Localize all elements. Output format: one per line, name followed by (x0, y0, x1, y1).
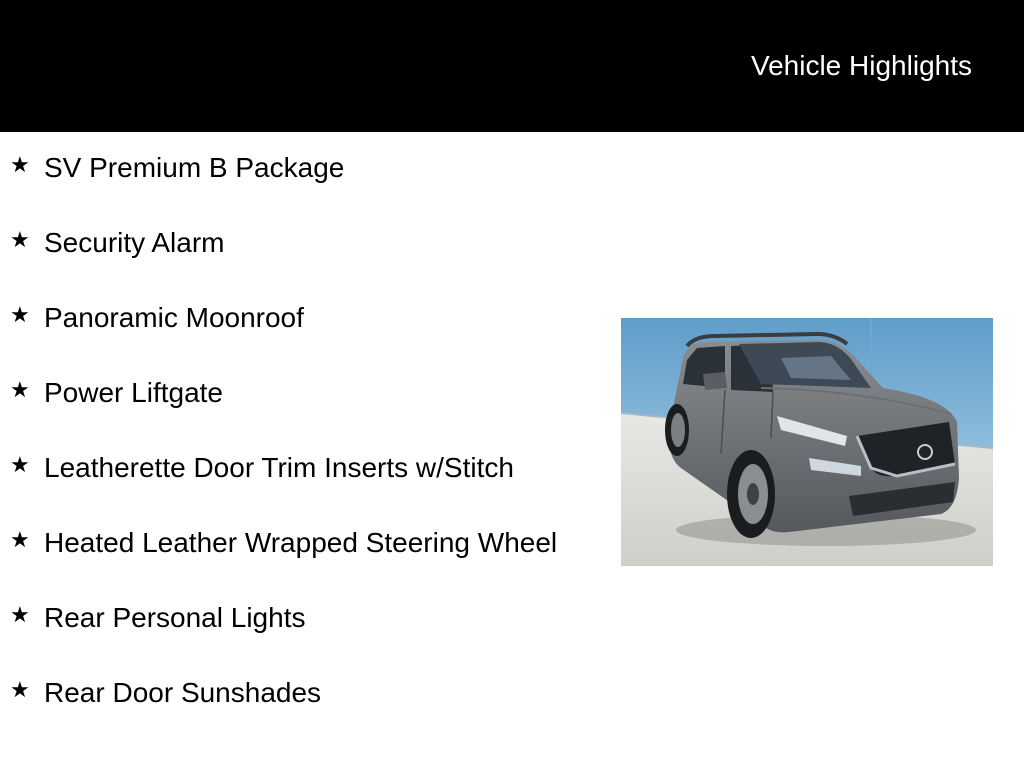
star-icon: ★ (10, 228, 30, 253)
star-icon: ★ (10, 453, 30, 478)
star-icon: ★ (10, 528, 30, 553)
star-icon: ★ (10, 303, 30, 328)
feature-label: Heated Leather Wrapped Steering Wheel (44, 527, 558, 558)
vehicle-photo (621, 318, 993, 566)
feature-label: Panoramic Moonroof (44, 302, 304, 333)
header-bar (0, 0, 1024, 132)
list-item (0, 525, 580, 560)
page-title: Vehicle Highlights (750, 50, 972, 81)
feature-label: Security Alarm (44, 227, 225, 258)
feature-label: Power Liftgate (44, 377, 223, 408)
list-item (0, 600, 580, 635)
star-icon: ★ (10, 603, 30, 628)
feature-label: Rear Personal Lights (44, 602, 306, 633)
list-item (0, 375, 580, 410)
feature-list (0, 150, 580, 750)
suv-illustration (621, 318, 993, 566)
list-item (0, 675, 580, 710)
feature-label: Rear Door Sunshades (44, 677, 322, 708)
feature-label: Leatherette Door Trim Inserts w/Stitch (44, 452, 514, 483)
star-icon: ★ (10, 678, 30, 703)
list-item (0, 150, 580, 185)
star-icon: ★ (10, 153, 30, 178)
list-item (0, 450, 580, 485)
list-item (0, 300, 580, 335)
list-item (0, 225, 580, 260)
feature-label: SV Premium B Package (44, 152, 345, 183)
star-icon: ★ (10, 378, 30, 403)
